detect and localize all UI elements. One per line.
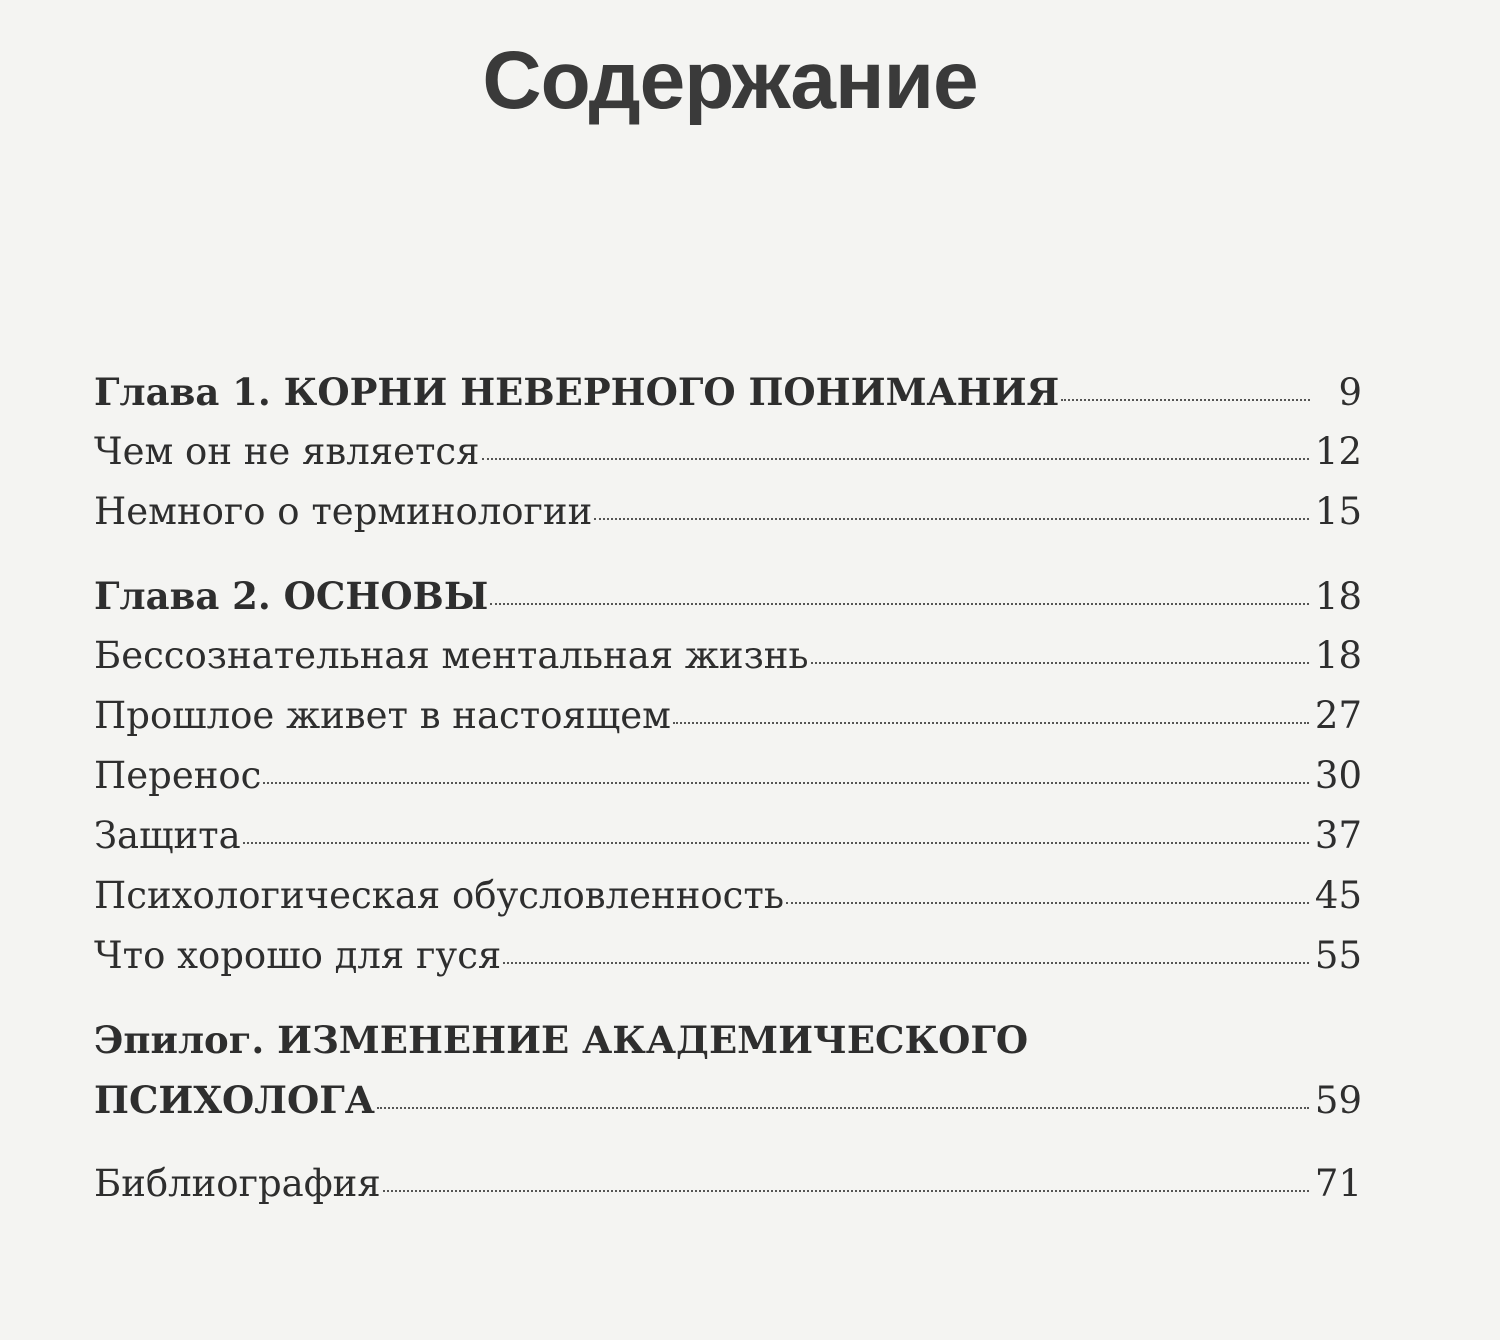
toc-bibliography[interactable] [94,1154,1362,1214]
dot-leader [243,842,1309,844]
toc-label: Что хорошо для гуся [94,934,502,977]
toc-section[interactable] [94,686,1362,746]
toc-chapter-2[interactable] [94,566,1362,626]
dot-leader [673,722,1309,724]
toc-page-number: 9 [1338,371,1362,414]
toc-label: Немного о терминологии [94,490,593,533]
dot-leader [377,1107,1309,1109]
toc-page-number: 18 [1314,575,1362,618]
toc-epilogue[interactable] [94,1010,1362,1130]
toc-section[interactable] [94,746,1362,806]
dot-leader [482,458,1309,460]
spacer [94,542,1362,566]
dot-leader [383,1190,1309,1192]
toc-section[interactable] [94,482,1362,542]
toc-page-number: 27 [1314,694,1362,737]
toc-label: Прошлое живет в настоящем [94,694,671,737]
toc-page-number: 45 [1314,874,1362,917]
toc-page-number: 18 [1314,634,1362,677]
toc-section[interactable] [94,806,1362,866]
dot-leader [1061,399,1310,401]
toc-label: Бессознательная ментальная жизнь [94,634,809,677]
toc-label: Глава 1. КОРНИ НЕВЕРНОГО ПОНИМАНИЯ [94,370,1060,414]
toc-page-number: 12 [1314,430,1362,473]
spacer [94,1130,1362,1154]
toc-section[interactable] [94,866,1362,926]
toc-label: Эпилог. ИЗМЕНЕНИЕ АКАДЕМИЧЕСКОГО [94,1018,1029,1062]
dot-leader [263,782,1309,784]
toc-label: Перенос [94,754,262,797]
spacer [94,986,1362,1010]
toc-page-number: 59 [1314,1079,1362,1122]
toc-section[interactable] [94,422,1362,482]
toc-label: Психологическая обусловленность [94,874,784,917]
toc-page-number: 55 [1314,934,1362,977]
toc-label: ПСИХОЛОГА [94,1078,375,1122]
toc-section[interactable] [94,626,1362,686]
toc-label: Чем он не является [94,430,480,473]
toc-chapter-1[interactable] [94,362,1362,422]
toc-page-number: 30 [1314,754,1362,797]
table-of-contents [94,362,1362,1214]
toc-label: Глава 2. ОСНОВЫ [94,574,489,618]
dot-leader [503,962,1309,964]
toc-epilogue-line [94,1070,1362,1130]
dot-leader [594,518,1309,520]
toc-label: Библиография [94,1162,381,1205]
page-title: Содержание [482,35,978,126]
dot-leader [786,902,1309,904]
toc-page-number: 15 [1314,490,1362,533]
toc-label: Защита [94,814,241,857]
toc-page-number: 37 [1314,814,1362,857]
toc-section[interactable] [94,926,1362,986]
dot-leader [490,603,1309,605]
dot-leader [811,662,1309,664]
toc-page-number: 71 [1314,1162,1362,1205]
